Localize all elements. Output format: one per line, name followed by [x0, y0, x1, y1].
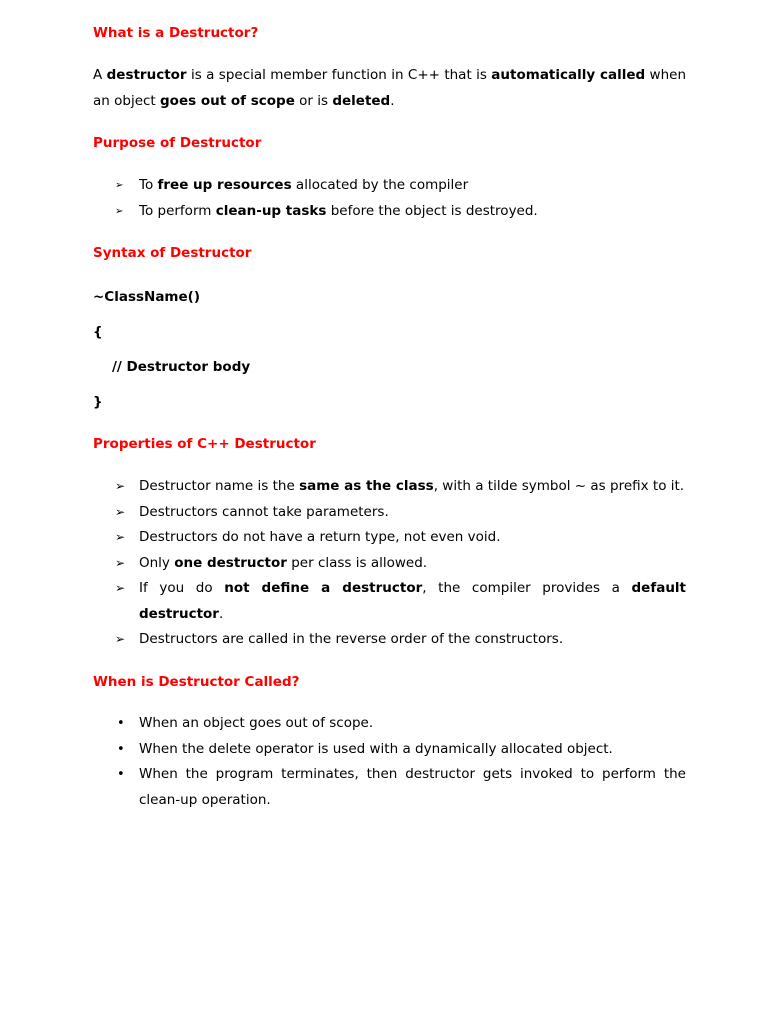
- intro-bold: deleted: [332, 92, 391, 109]
- heading-when-called: When is Destructor Called?: [93, 674, 300, 690]
- arrow-bullet-icon: ➢: [115, 479, 126, 493]
- list-item: [115, 737, 686, 763]
- item-bold: clean-up tasks: [215, 202, 327, 219]
- item-text: To: [139, 177, 158, 193]
- intro-text: is a special member function in C++ that is: [186, 67, 492, 83]
- intro-text: when an object: [93, 67, 686, 109]
- intro-text: .: [390, 92, 395, 109]
- item-text: Destructors cannot take parameters.: [139, 503, 389, 520]
- item-bold: not define a destructor: [224, 580, 423, 596]
- item-text: , with a tilde symbol ~ as prefix to it.: [433, 478, 685, 494]
- item-text: allocated by the compiler: [291, 177, 469, 193]
- properties-list: [115, 474, 686, 653]
- item-text: Destructors are called in the reverse order of the constructors.: [139, 631, 564, 647]
- list-item: [115, 173, 686, 199]
- arrow-bullet-icon: ➢: [115, 205, 124, 217]
- item-text: .: [218, 605, 224, 622]
- syntax-open-brace: {: [93, 324, 103, 340]
- syntax-body-comment: // Destructor body: [112, 359, 251, 375]
- arrow-bullet-icon: ➢: [115, 581, 126, 595]
- list-item: [115, 199, 686, 225]
- purpose-list: [115, 173, 686, 224]
- heading-syntax: Syntax of Destructor: [93, 245, 252, 261]
- item-bold: free up resources: [157, 177, 292, 193]
- arrow-bullet-icon: ➢: [115, 530, 126, 544]
- item-text: When an object goes out of scope.: [139, 715, 374, 731]
- list-item: [115, 551, 686, 577]
- bullet-dot-icon: •: [117, 767, 125, 782]
- bullet-dot-icon: •: [117, 741, 125, 757]
- list-item: [115, 474, 686, 500]
- heading-purpose: Purpose of Destructor: [93, 135, 262, 151]
- syntax-close-brace: }: [93, 394, 103, 410]
- intro-paragraph: [93, 63, 686, 114]
- item-text: Only: [139, 554, 175, 571]
- item-bold: one destructor: [174, 554, 287, 571]
- list-item: [115, 576, 686, 627]
- list-item: [115, 711, 686, 737]
- item-text: before the object is destroyed.: [326, 202, 538, 219]
- when-called-list: [115, 711, 686, 813]
- item-bold: default destructor: [139, 580, 687, 622]
- item-text: Destructor name is the: [139, 478, 300, 494]
- list-item: [115, 762, 686, 813]
- item-text: When the delete operator is used with a dynamically allocated object.: [139, 740, 613, 757]
- arrow-bullet-icon: ➢: [115, 632, 126, 646]
- syntax-signature: ~ClassName(): [93, 289, 200, 305]
- arrow-bullet-icon: ➢: [115, 180, 124, 191]
- intro-bold: destructor: [106, 67, 187, 83]
- list-item: [115, 627, 686, 653]
- item-text: Destructors do not have a return type, not even void.: [139, 529, 501, 545]
- bullet-dot-icon: •: [117, 716, 125, 731]
- arrow-bullet-icon: ➢: [115, 504, 126, 519]
- intro-bold: goes out of scope: [160, 92, 295, 109]
- list-item: [115, 500, 686, 526]
- item-text: To perform: [139, 202, 216, 219]
- item-text: If you do: [139, 580, 225, 596]
- item-text: per class is allowed.: [286, 554, 428, 571]
- arrow-bullet-icon: ➢: [115, 555, 126, 570]
- list-item: [115, 525, 686, 551]
- intro-text: A: [93, 67, 107, 83]
- intro-text: or is: [294, 92, 333, 109]
- item-text: When the program terminates, then destructor gets invoked to perform the clean-up operation.: [139, 766, 686, 808]
- item-bold: same as the class: [299, 478, 434, 494]
- heading-what-is-destructor: What is a Destructor?: [93, 25, 259, 41]
- item-text: , the compiler provides a: [422, 580, 632, 596]
- heading-properties: Properties of C++ Destructor: [93, 436, 316, 452]
- intro-bold: automatically called: [491, 67, 646, 83]
